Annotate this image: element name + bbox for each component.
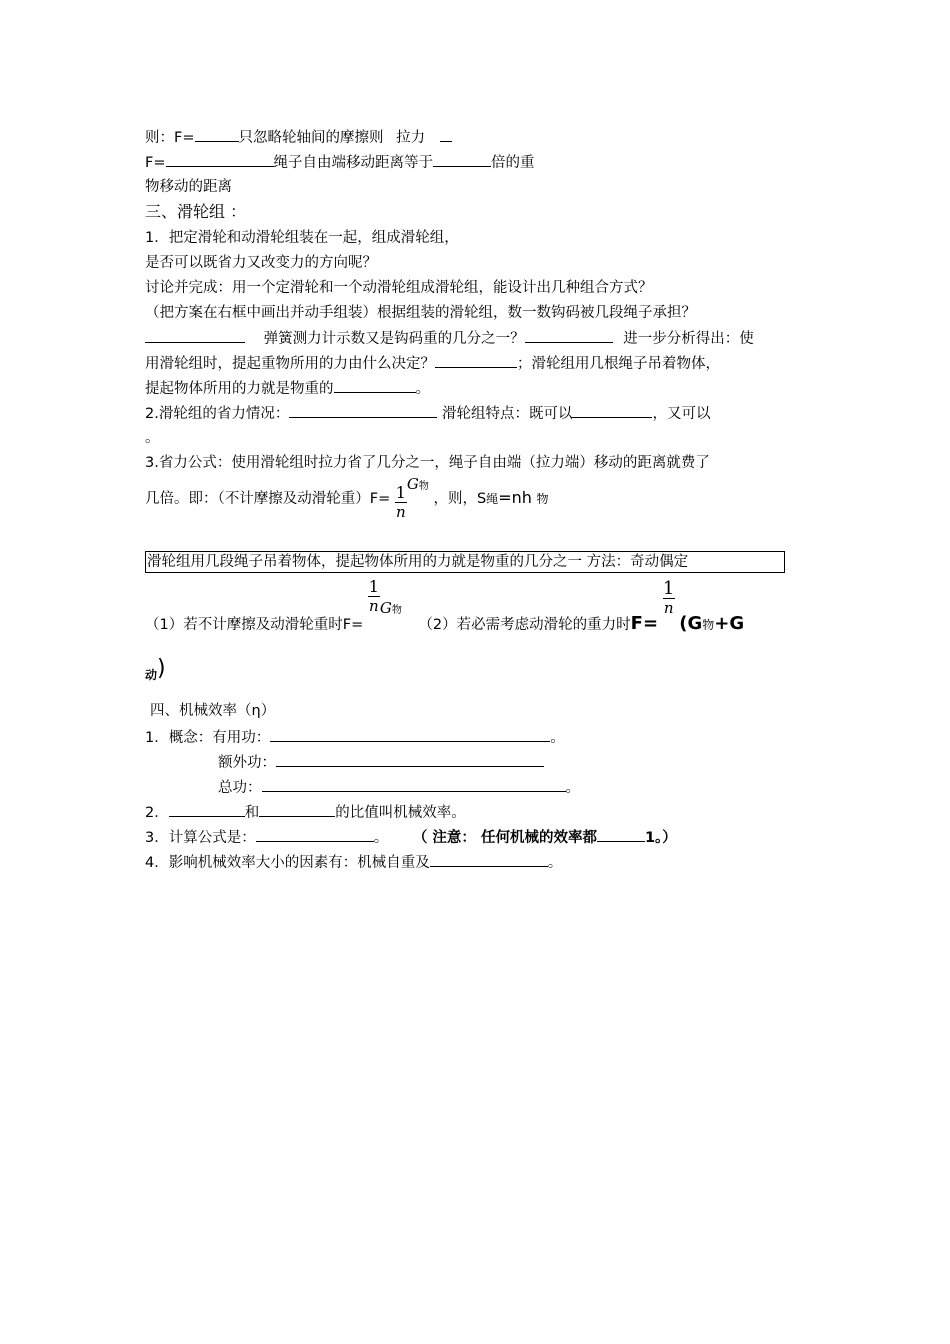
blank: [256, 827, 374, 842]
blank: [262, 777, 566, 792]
efficiency-useful-work: 1．概念：有用功： 。: [145, 727, 565, 748]
para-11: 几倍。即：（不计摩擦及动滑轮重）F= $\frac{1}{n}$ G物 ，则，S绳=nh 物: [145, 475, 549, 521]
blank: [430, 852, 548, 867]
section-3-title: 三、滑轮组 ：: [145, 202, 247, 221]
blank: [195, 127, 239, 142]
blank: [270, 727, 550, 742]
efficiency-extra-work: 额外功：: [218, 752, 544, 773]
line-rope-distance: F= 绳子自由端移动距离等于 倍的重: [145, 152, 535, 173]
para-8: 2.滑轮组的省力情况： 滑轮组特点：既可以 ，又可以: [145, 403, 710, 424]
fraction-one-over-n: $\frac{1}{n}$: [395, 483, 406, 521]
line-pulley-force: 则：F= 只忽略轮轴间的摩擦则 拉力: [145, 127, 452, 148]
g-object-symbol: G物: [406, 475, 429, 493]
para-12: （1）若不计摩擦及动滑轮重时F= $\frac{1}{n}$ G物 （2）若必需考虑动滑轮的重力时F= $\frac{1}{n}$ ($G_物+G$: [145, 577, 745, 634]
para-13: 动): [145, 656, 166, 682]
efficiency-factors: 4．影响机械效率大小的因素有：机械自重及 。: [145, 852, 562, 873]
efficiency-ratio: 2． 和 的比值叫机械效率。: [145, 802, 466, 823]
blank: [259, 802, 335, 817]
blank: [433, 152, 491, 167]
efficiency-total-work: 总功： 。: [218, 777, 580, 798]
para-2: 是否可以既省力又改变力的方向呢？: [145, 255, 377, 271]
blank: [145, 328, 245, 343]
blank: [289, 403, 437, 418]
line-object-distance: 物移动的距离: [145, 179, 232, 195]
para-6: 用滑轮组时，提起重物所用的力由什么决定？ ；滑轮组用几根绳子吊着物体，: [145, 353, 720, 374]
blank: [276, 752, 544, 767]
blank: [334, 378, 416, 393]
section-4-title: 四、机械效率（η）: [150, 703, 276, 719]
para-3: 讨论并完成：用一个定滑轮和一个动滑轮组成滑轮组，能设计出几种组合方式？: [145, 280, 653, 296]
blank: [435, 353, 517, 368]
fraction-one-over-n: $\frac{1}{n}$: [662, 578, 675, 617]
para-1: 1．把定滑轮和动滑轮组装在一起，组成滑轮组，: [145, 230, 459, 246]
efficiency-formula: 3．计算公式是： 。 （ 注意： 任何机械的效率都 1。）: [145, 827, 677, 848]
para-4: （把方案在右框中画出并动手组装）根据组装的滑轮组，数一数钩码被几段绳子承担？: [145, 305, 696, 321]
g-object-symbol: G物: [379, 598, 402, 617]
blank: [597, 827, 645, 842]
para-5: 弹簧测力计示数又是钩码重的几分之一？ 进一步分析得出：使: [145, 328, 754, 349]
blank: [440, 127, 452, 142]
fraction-one-over-n: $\frac{1}{n}$: [368, 577, 379, 615]
blank: [572, 403, 652, 418]
para-10: 3.省力公式：使用滑轮组时拉力省了几分之一，绳子自由端（拉力端）移动的距离就费了: [145, 455, 710, 471]
blank: [169, 802, 245, 817]
para-9: 。: [145, 430, 160, 446]
blank: [525, 328, 613, 343]
para-7: 提起物体所用的力就是物重的 。: [145, 378, 430, 399]
blank: [166, 152, 274, 167]
method-box: 滑轮组用几段绳子吊着物体，提起物体所用的力就是物重的几分之一 方法：奇动偶定: [145, 551, 785, 573]
